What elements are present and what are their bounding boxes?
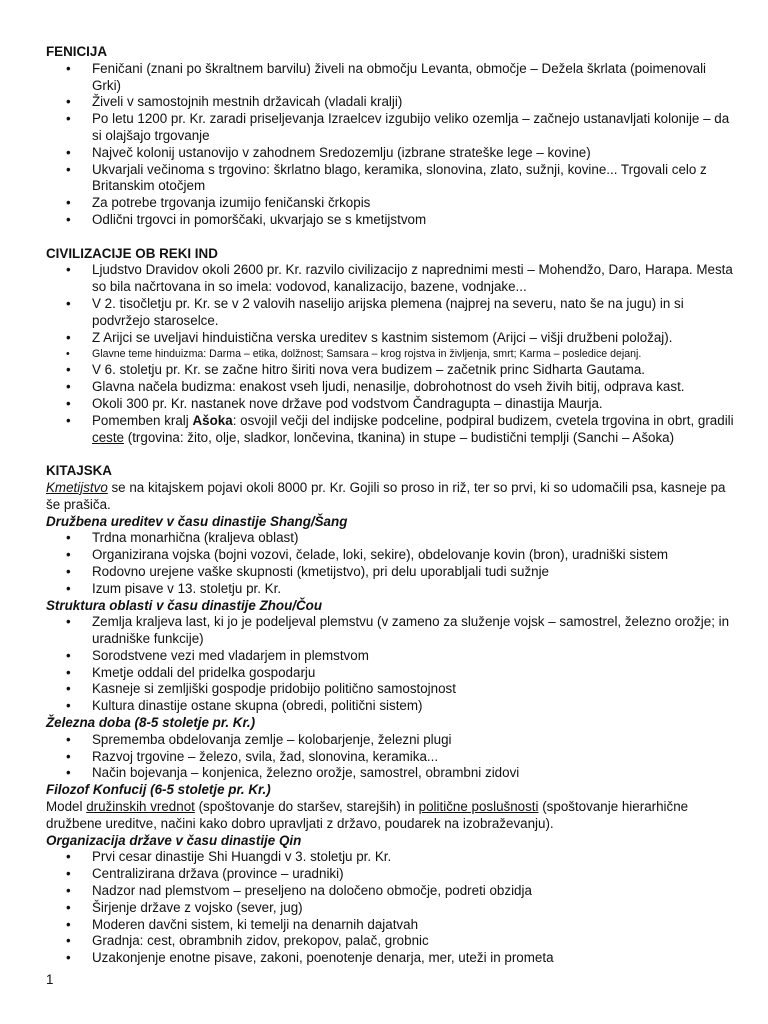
iron-age-list [46,732,736,782]
subheading-qin: Organizacija države v času dinastije Qin [46,832,302,848]
list-item: • Organizirana vojska (bojni vozovi, čelade, loki, sekire), obdelovanje kovin (bron), uradniški sistem [46,547,736,564]
list-item: • Razvoj trgovine – železo, svila, žad, slonovina, keramika... [46,749,736,766]
subheading-shang: Družbena ureditev v času dinastije Shang/Šang [46,513,348,529]
list-item: • Širjenje države z vojsko (sever, jug) [46,900,736,917]
list-item: • Za potrebe trgovanja izumijo feničanski črkopis [46,195,736,212]
fenicija-list [46,61,736,229]
asoka-name: Ašoka [192,412,233,428]
list-item-asoka [46,413,736,447]
list-item: • Odlični trgovci in pomorščaki, ukvarjajo se s kmetijstvom [46,212,736,229]
list-item: • Ukvarjali večinoma s trgovino: škrlatno blago, keramika, slonovina, zlato, sužnji, kovine... Trgovali celo z Britanskim otočjem [46,162,736,196]
list-item: • V 2. tisočletju pr. Kr. se v 2 valovih naselijo arijska plemena (najprej na severu, nato še na jugu) in si podvržejo staroselce. [46,296,736,330]
list-item: • Sorodstvene vezi med vladarjem in plemstvom [46,648,736,665]
confucius-mid: (spoštovanje do staršev, starejših) in [194,799,419,815]
asoka-post: (trgovina: žito, olje, sladkor, lončevina, tkanina) in stupe – budistični templji (Sanchi – Ašoka) [124,429,675,445]
subheading-zhou: Struktura oblasti v času dinastije Zhou/Čou [46,597,323,613]
confucius-paragraph [46,799,736,833]
list-item: • Centralizirana država (province – uradniki) [46,866,736,883]
asoka-mid: : osvojil večji del indijske podceline, podpiral budizem, cvetela trgovina in obrt, gradili [232,412,734,428]
kitajska-intro [46,480,736,514]
list-item: • Način bojevanja – konjenica, železno orožje, samostrel, obrambni zidovi [46,765,736,782]
asoka-roads: ceste [92,429,125,445]
list-item: • Ljudstvo Dravidov okoli 2600 pr. Kr. razvilo civilizacijo z naprednimi mesti – Mohendžo, Daro, Harapa. Mesta so bila načrtovana in so imela: vodovod, kanalizacijo, bazene, vodnjake... [46,262,736,296]
section-gap [46,446,736,463]
list-item: • Okoli 300 pr. Kr. nastanek nove države pod vodstvom Čandragupta – dinastija Maurja. [46,396,736,413]
confucius-term-political: politične poslušnosti [418,799,539,815]
kitajska-intro-text: se na kitajskem pojavi okoli 8000 pr. Kr. Gojili so proso in riž, ter so prvi, ki so udomačili psa, kasneje pa še prašiča. [46,479,726,512]
list-item: • Gradnja: cest, obrambnih zidov, prekopov, palač, grobnic [46,933,736,950]
section-title-fenicija: FENICIJA [46,44,108,59]
list-item: • Feničani (znani po škraltnem barvilu) živeli na območju Levanta, območje – Dežela škrlata (poimenovali Grki) [46,61,736,95]
shang-list [46,530,736,597]
confucius-pre: Model [46,799,87,815]
document-page [46,44,736,967]
list-item: • Izum pisave v 13. stoletju pr. Kr. [46,581,736,598]
list-item: • Z Arijci se uveljavi hinduistična verska ureditev s kastnim sistemom (Arijci – višji družbeni položaj). [46,330,736,347]
list-item: • Nadzor nad plemstvom – preseljeno na določeno območje, podreti obzidja [46,883,736,900]
subheading-iron-age: Železna doba (8-5 stoletje pr. Kr.) [46,715,256,731]
list-item: • Rodovno urejene vaške skupnosti (kmetijstvo), pri delu uporabljali tudi sužnje [46,564,736,581]
list-item: • Kmetje oddali del pridelka gospodarju [46,665,736,682]
section-title-ind: CIVILIZACIJE OB REKI IND [46,245,218,261]
list-item: • Največ kolonij ustanovijo v zahodnem Sredozemlju (izbrane strateške lege – kovine) [46,145,736,162]
list-item: • Po letu 1200 pr. Kr. zaradi priseljevanja Izraelcev izgubijo veliko ozemlja – začnejo ustanavljati kolonije – da si olajšajo trgovanje [46,111,736,145]
section-title-kitajska: KITAJSKA [46,463,112,479]
list-item: • Živeli v samostojnih mestnih državicah (vladali kralji) [46,94,736,111]
list-item: • Kultura dinastije ostane skupna (obredi, politični sistem) [46,698,736,715]
list-item-small: • Glavne teme hinduizma: Darma – etika, dolžnost; Samsara – krog rojstva in življenja, smrt; Karma – posledice dejanj. [46,346,736,362]
list-item: • Trdna monarhična (kraljeva oblast) [46,530,736,547]
confucius-term-family: družinskih vrednot [86,799,195,815]
zhou-list [46,614,736,715]
kitajska-intro-term: Kmetijstvo [46,479,108,495]
list-item: • Moderen davčni sistem, ki temelji na denarnih dajatvah [46,917,736,934]
list-item: • Zemlja kraljeva last, ki jo je podeljeval plemstvu (v zameno za služenje vojsk – samostrel, železno orožje; in uradniške funkcije) [46,614,736,648]
list-item: • Kasneje si zemljiški gospodje pridobijo politično samostojnost [46,681,736,698]
asoka-pre: Pomemben kralj [92,412,193,428]
qin-list [46,849,736,967]
list-item: • Sprememba obdelovanja zemlje – kolobarjenje, železni plugi [46,732,736,749]
subheading-confucius: Filozof Konfucij (6-5 stoletje pr. Kr.) [46,782,271,798]
list-item: • V 6. stoletju pr. Kr. se začne hitro širiti nova vera budizem – začetnik princ Sidharta Gautama. [46,362,736,379]
list-item: • Uzakonjenje enotne pisave, zakoni, poenotenje denarja, mer, uteži in prometa [46,950,736,967]
list-item: • Glavna načela budizma: enakost vseh ljudi, nenasilje, dobrohotnost do vseh živih bitij, odprava kast. [46,379,736,396]
confucius-post: (spoštovanje hierarhične družbene ureditve, načini kako dobro upravljati z državo, poudarek na izobraževanju). [46,799,689,831]
list-item: • Prvi cesar dinastije Shi Huangdi v 3. stoletju pr. Kr. [46,849,736,866]
section-gap [46,229,736,246]
ind-list [46,262,736,446]
page-number: 1 [46,972,54,987]
